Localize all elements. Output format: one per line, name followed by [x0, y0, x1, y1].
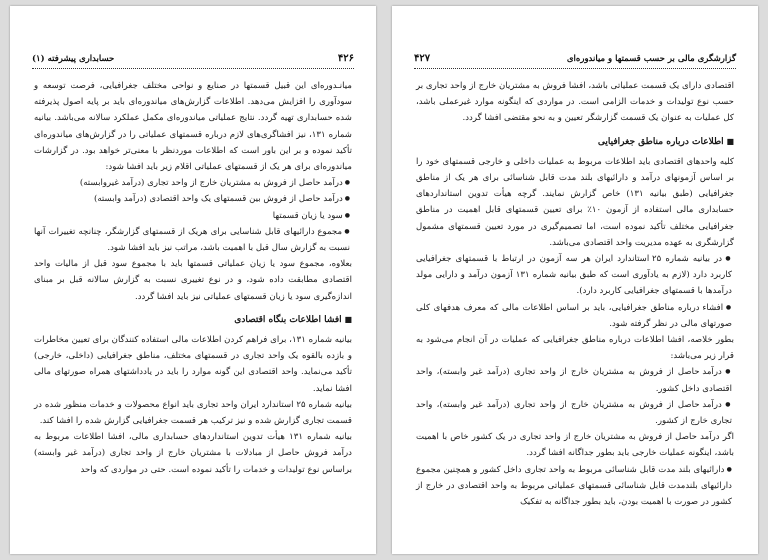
page-number: ۴۲۶: [337, 53, 354, 64]
page-header: [32, 52, 354, 69]
paragraph: بعلاوه، مجموع سود یا زیان عملیاتی قسمتها باید با مجموع سود قبل از مالیات واحد اقتصادی مطابقت داده شود، و در نوع تغییری نسبت به گزارش سالانه قبل بر مبنای اندازه‌گیری سود یا زیان قسمتهای عملیاتی نیز باید افشا گردد.: [34, 259, 352, 302]
bullet-item: ● دارائیهای بلند مدت قابل شناسائی مربوط به واحد تجاری داخل کشور و همچنین مجموع دارائیهای بلندمدت قابل شناسائی قسمتهای عملیاتی مربوط به واحد اقتصادی در خارج از کشور در صورت با اهمیت بودن، باید بطور جداگانه به تفکیک: [416, 462, 734, 511]
paragraph: کلیه واحدهای اقتصادی باید اطلاعات مربوط به عملیات داخلی و خارجی قسمتهای خود را بر اساس آزمونهای درآمد و دارائیهای بلند مدت قابل شناسائی برای هر یک از مناطق جغرافیایی (طبق بیانیه ۱۳۱) خاص گزارش نمایند. گرچه هیأت تدوین استانداردهای حسابداری مالی استفاده از آزمون ۱۰٪ برای تعیین قسمتهای قابل اهمیت در مناطق جغرافیایی مختلف تأکید نموده است، اما تصمیم‌گیری در مورد تعیین قسمتهای مشمول گزارشگری به عهده مدیریت واحد اقتصادی می‌باشد.: [416, 156, 734, 248]
bullet-item: ● سود یا زیان قسمتها: [34, 208, 352, 224]
bullet-item: ● درآمد حاصل از فروش بین قسمتهای یک واحد اقتصادی (درآمد وابسته): [34, 191, 352, 207]
paragraph: بیانیه شماره ۱۳۱ هیأت تدوین استانداردهای حسابداری مالی، افشا اطلاعات مربوط به درآمد فروش حاصل از مبادلات با مشتریان خارج از واحد تجاری (درآمد غیر وابسته) براساس نوع تولیدات و خدمات را تأکید نموده است. حتی در مواردی که واحد: [34, 432, 352, 475]
section-heading: ■ اطلاعات درباره مناطق جغرافیایی: [416, 133, 734, 150]
paragraph: بطور خلاصه، افشا اطلاعات درباره مناطق جغرافیایی که عملیات در آن انجام می‌شود به قرار زیر می‌باشد:: [416, 335, 734, 362]
bullet-item: ● مجموع دارائیهای قابل شناسایی برای هریک از قسمتهای گزارشگر، چنانچه تغییرات آنها نسبت به گزارش سال قبل با اهمیت باشد، مراتب نیز باید افشا شود.: [34, 224, 352, 256]
bullet-item: ● درآمد حاصل از فروش به مشتریان خارج از واحد تجاری (درآمد غیروابسته): [34, 175, 352, 191]
page-body: [34, 78, 352, 478]
section-heading: ■ افشا اطلاعات بنگاه اقتصادی: [34, 311, 352, 328]
left-page: [10, 6, 376, 554]
paragraph: اقتصادی دارای یک قسمت عملیاتی باشد، افشا فروش به مشتریان خارج از واحد تجاری بر حسب نوع تولیدات و خدمات الزامی است. در مواردی که اینگونه موارد غیرعملی باشد، کل عملیات به عنوان یک قسمت گزارشگر تعیین و به نحو مقتضی افشا گردد.: [416, 81, 734, 124]
bullet-item: ● در بیانیه شماره ۲۵ استاندارد ایران هر سه آزمون در ارتباط با قسمتهای جغرافیایی کاربرد دارد (لازم به یادآوری است که طبق بیانیه شماره ۱۳۱ آزمون درآمد و دارایی مولد درآمدها با قسمتهای جغرافیایی کاربرد دارد).: [416, 251, 734, 300]
page-header: [414, 52, 736, 69]
bullet-item: ● درآمد حاصل از فروش به مشتریان خارج از واحد تجاری (درآمد غیر وابسته)، واحد اقتصادی داخل کشور.: [416, 364, 734, 396]
right-page: [392, 6, 758, 554]
paragraph: اگر درآمد حاصل از فروش به مشتریان خارج از واحد تجاری در یک کشور خاص با اهمیت باشد، اینگونه عملیات خارجی باید بطور جداگانه افشا گردد.: [416, 432, 734, 459]
paragraph: میانـدوره‌ای این قبیل قسمتها در صنایع و نواحی مختلف جغرافیایی، فرصت توسعه و سودآوری را افزایش می‌دهد. اطلاعات گزارش‌های میاندوره‌ای باید بر پایه اصول پذیرفته شده حسابداری تهیه گردد. نتایج عملیاتی میاندوره‌ای مکمل عملکرد سالانه می‌باشد. بیانیه شماره ۱۳۱، نیز افشاگری‌های لازم درباره قسمتهای عملیاتی را در گزارش‌های میاندوره‌ای تأکید نموده و بر این باور است که اطلاعات موردنظر با معنی‌تر خواهد بود. در گزارشات میاندوره‌ای برای هر یک از قسمتهای عملیاتی اقلام زیر باید افشا شود:: [34, 81, 353, 173]
paragraph: بیانیه شماره ۱۳۱، برای فراهم کردن اطلاعات مالی استفاده کنندگان برای تعیین مخاطرات و بازده بالقوه یک واحد تجاری در قسمتهای مختلف، مناطق جغرافیایی (داخلی، خارجی) تأکید می‌نماید. واحد اقتصادی این گونه موارد را باید در یادداشتهای همراه صورتهای مالی افشا نماید.: [34, 335, 352, 394]
bullet-item: ● درآمد حاصل از فروش به مشتریان خارج از واحد تجاری (درآمد غیر وابسته)، واحد تجاری خارج از کشور.: [416, 397, 734, 429]
page-number: ۴۲۷: [414, 53, 431, 64]
running-title: گزارشگری مالی بر حسب قسمتها و میاندوره‌ای: [566, 54, 736, 64]
paragraph: بیانیه شماره ۲۵ استاندارد ایران واحد تجاری باید انواع محصولات و خدمات منظور شده در قسمت تجاری گزارش شده و نیز ترکیب هر قسمت جغرافیایی گزارش شده را افشا کند.: [34, 399, 352, 427]
running-title: حسابداری پیشرفته (۱): [32, 54, 115, 64]
bullet-item: ● افشاء درباره مناطق جغرافیایی، باید بر اساس اطلاعات مالی که معرف هدفهای کلی صورتهای مالی در نظر گرفته شود.: [416, 300, 734, 332]
page-body: [416, 78, 734, 510]
